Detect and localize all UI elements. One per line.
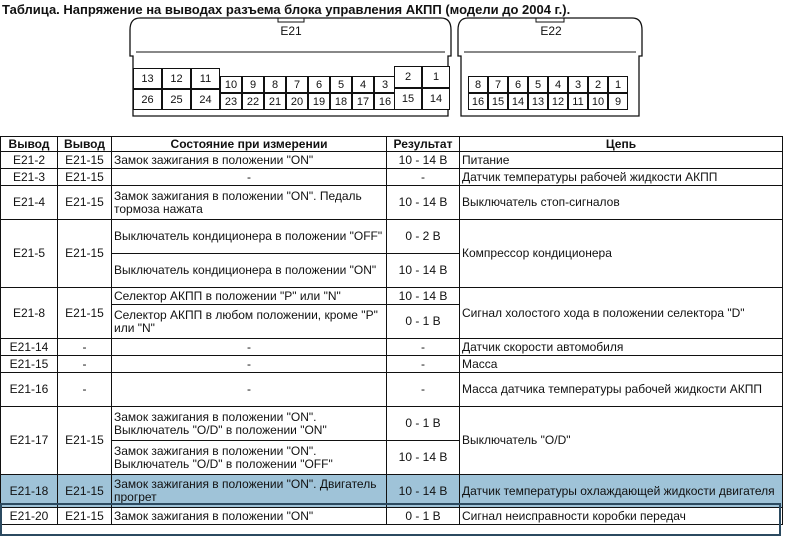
- cell-result: 10 - 14 В: [387, 254, 460, 288]
- cell-circuit: Масса: [460, 356, 783, 373]
- cell-pin2: E21-15: [58, 152, 112, 169]
- cell-result: -: [387, 169, 460, 186]
- cell-result: -: [387, 373, 460, 407]
- pin: 21: [264, 93, 286, 110]
- cell-condition: Замок зажигания в положении "ON". Двигатель прогрет: [112, 475, 387, 508]
- pin: 14: [508, 93, 528, 110]
- cell-circuit: Компрессор кондиционера: [460, 220, 783, 288]
- cell-pin1: E21-8: [1, 288, 58, 339]
- col-header-result: Результат: [387, 137, 460, 152]
- pin: 9: [242, 76, 264, 93]
- cell-circuit: Питание: [460, 152, 783, 169]
- pin: 11: [568, 93, 588, 110]
- cell-condition: Селектор АКПП в положении "P" или "N": [112, 288, 387, 305]
- pin: 6: [508, 76, 528, 93]
- cell-circuit: Датчик скорости автомобиля: [460, 339, 783, 356]
- pin: 26: [133, 89, 162, 110]
- pin: 10: [588, 93, 608, 110]
- table-header-row: [1, 137, 783, 152]
- cell-pin2: -: [58, 373, 112, 407]
- pin: 10: [220, 76, 242, 93]
- pin: 16: [374, 93, 396, 110]
- pin: 3: [374, 76, 396, 93]
- cell-pin1: E21-4: [1, 186, 58, 220]
- cell-pin1: E21-20: [1, 508, 58, 525]
- pin: 25: [162, 89, 191, 110]
- pin: 6: [308, 76, 330, 93]
- cell-pin1: E21-5: [1, 220, 58, 288]
- table-row: [1, 169, 783, 186]
- cell-result: 10 - 14 В: [387, 186, 460, 220]
- table-row: [1, 508, 783, 525]
- cell-pin2: E21-15: [58, 475, 112, 508]
- cell-pin2: -: [58, 356, 112, 373]
- pin: 22: [242, 93, 264, 110]
- cell-condition: Замок зажигания в положении "ON": [112, 152, 387, 169]
- cell-circuit: Датчик температуры охлаждающей жидкости двигателя: [460, 475, 783, 508]
- cell-pin1: E21-3: [1, 169, 58, 186]
- cell-result: 0 - 2 В: [387, 220, 460, 254]
- pin: 14: [422, 88, 450, 110]
- pin: 12: [548, 93, 568, 110]
- cell-pin1: E21-18: [1, 475, 58, 508]
- pin: 15: [488, 93, 508, 110]
- cell-condition: -: [112, 356, 387, 373]
- cell-pin2: E21-15: [58, 169, 112, 186]
- cell-result: 0 - 1 В: [387, 508, 460, 525]
- cell-result: -: [387, 339, 460, 356]
- cell-circuit: Масса датчика температуры рабочей жидкости АКПП: [460, 373, 783, 407]
- cell-condition: -: [112, 373, 387, 407]
- pin: 16: [468, 93, 488, 110]
- col-header-pin2: Вывод: [58, 137, 112, 152]
- pin: 7: [488, 76, 508, 93]
- e21-big-block: [133, 68, 220, 110]
- cell-result: 10 - 14 В: [387, 288, 460, 305]
- page-title: Таблица. Напряжение на выводах разъема блока управления АКПП (модели до 2004 г.).: [2, 2, 571, 17]
- cell-condition: Замок зажигания в положении "ON". Выключатель "O/D" в положении "ON": [112, 407, 387, 441]
- cell-circuit: Сигнал холостого хода в положении селектора "D": [460, 288, 783, 339]
- cell-circuit: Датчик температуры рабочей жидкости АКПП: [460, 169, 783, 186]
- cell-result: 10 - 14 В: [387, 475, 460, 508]
- cell-circuit: Выключатель стоп-сигналов: [460, 186, 783, 220]
- cell-condition: -: [112, 169, 387, 186]
- cell-result: 0 - 1 В: [387, 407, 460, 441]
- cell-condition: Выключатель кондиционера в положении "ON": [112, 254, 387, 288]
- pin: 5: [330, 76, 352, 93]
- pin: 8: [264, 76, 286, 93]
- pin: 1: [608, 76, 628, 93]
- table-row: [1, 288, 783, 305]
- pin: 13: [133, 68, 162, 89]
- cell-condition: Замок зажигания в положении "ON". Выключатель "O/D" в положении "OFF": [112, 441, 387, 475]
- connector-e21-label: E21: [280, 24, 302, 38]
- cell-condition: Замок зажигания в положении "ON". Педаль тормоза нажата: [112, 186, 387, 220]
- pin: 20: [286, 93, 308, 110]
- pin: 15: [394, 88, 422, 110]
- e22-pin-block: [468, 76, 628, 110]
- pin: 19: [308, 93, 330, 110]
- cell-pin1: E21-16: [1, 373, 58, 407]
- cell-pin2: E21-15: [58, 407, 112, 475]
- cell-pin1: E21-15: [1, 356, 58, 373]
- cell-pin2: E21-15: [58, 508, 112, 525]
- pin: 9: [608, 93, 628, 110]
- col-header-condition: Состояние при измерении: [112, 137, 387, 152]
- cell-pin2: E21-15: [58, 220, 112, 288]
- cell-result: 10 - 14 В: [387, 152, 460, 169]
- pin: 13: [528, 93, 548, 110]
- cell-circuit: Сигнал неисправности коробки передач: [460, 508, 783, 525]
- cell-pin1: E21-17: [1, 407, 58, 475]
- connector-e22-label: E22: [540, 24, 562, 38]
- e21-mid-block: [220, 76, 396, 110]
- col-header-pin1: Вывод: [1, 137, 58, 152]
- pin: 1: [422, 66, 450, 88]
- pin: 7: [286, 76, 308, 93]
- pin: 24: [191, 89, 220, 110]
- table-row: [1, 407, 783, 441]
- cell-condition: -: [112, 339, 387, 356]
- connector-e21: [128, 18, 453, 118]
- table-row: [1, 186, 783, 220]
- cell-pin1: E21-14: [1, 339, 58, 356]
- e21-right-block: [394, 66, 450, 110]
- cell-result: 10 - 14 В: [387, 441, 460, 475]
- pin: 8: [468, 76, 488, 93]
- pin: 4: [548, 76, 568, 93]
- cell-result: 0 - 1 В: [387, 305, 460, 339]
- cell-condition: Замок зажигания в положении "ON": [112, 508, 387, 525]
- cell-pin1: E21-2: [1, 152, 58, 169]
- cell-condition: Селектор АКПП в любом положении, кроме "P" или "N": [112, 305, 387, 339]
- table-row: [1, 339, 783, 356]
- pin: 11: [191, 68, 220, 89]
- pin: 2: [394, 66, 422, 88]
- cell-pin2: -: [58, 339, 112, 356]
- pin: 2: [588, 76, 608, 93]
- table-row: [1, 356, 783, 373]
- cell-pin2: E21-15: [58, 186, 112, 220]
- cell-pin2: E21-15: [58, 288, 112, 339]
- table-row: [1, 373, 783, 407]
- pin: 17: [352, 93, 374, 110]
- pin: 5: [528, 76, 548, 93]
- pin: 4: [352, 76, 374, 93]
- pin: 12: [162, 68, 191, 89]
- voltage-table: [0, 136, 783, 525]
- table-row: [1, 220, 783, 254]
- pin: 23: [220, 93, 242, 110]
- connector-e22: [456, 18, 646, 118]
- col-header-circuit: Цепь: [460, 137, 783, 152]
- pin: 18: [330, 93, 352, 110]
- pin: 3: [568, 76, 588, 93]
- table-row: [1, 152, 783, 169]
- table-row-highlighted: [1, 475, 783, 508]
- cell-result: -: [387, 356, 460, 373]
- cell-circuit: Выключатель "O/D": [460, 407, 783, 475]
- cell-condition: Выключатель кондиционера в положении "OFF": [112, 220, 387, 254]
